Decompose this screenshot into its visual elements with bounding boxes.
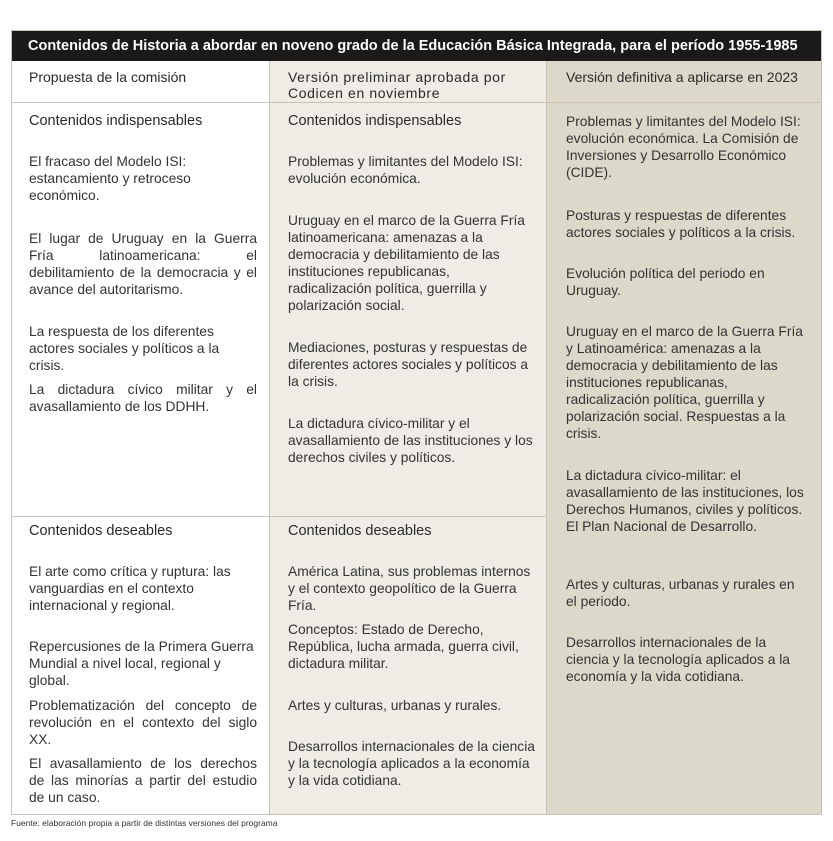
list-item: El arte como crítica y ruptura: las vanguardias en el contexto internacional y regional. [29, 564, 231, 613]
section-title-indispensable: Contenidos indispensables [288, 113, 462, 129]
list-item: Problematización del concepto de revolución en el contexto del siglo XX. [29, 698, 257, 747]
list-item: Artes y culturas, urbanas y rurales en el periodo. [566, 577, 795, 609]
column-header-final: Versión definitiva a aplicarse en 2023 [547, 61, 821, 103]
column-header-preliminary: Versión preliminar aprobada por Codicen en noviembre [270, 61, 546, 103]
section-divider [12, 516, 546, 517]
list-item: Problemas y limitantes del Modelo ISI: evolución económica. [288, 154, 523, 186]
list-item: El fracaso del Modelo ISI: estancamiento y retroceso económico. [29, 154, 191, 203]
section-title-desirable: Contenidos deseables [288, 523, 432, 539]
list-item: Desarrollos internacionales de la ciencia y la tecnología aplicados a la economía y la vida cotidiana. [566, 635, 790, 684]
table-title: Contenidos de Historia a abordar en noveno grado de la Educación Básica Integrada, para el período 1955-1985 [12, 31, 821, 61]
column-final-version [546, 61, 821, 814]
list-item: La respuesta de los diferentes actores sociales y políticos a la crisis. [29, 324, 220, 373]
list-item: Repercusiones de la Primera Guerra Mundial a nivel local, regional y global. [29, 639, 254, 688]
list-item: Posturas y respuestas de diferentes actores sociales y políticos a la crisis. [566, 208, 796, 240]
list-item: Evolución política del periodo en Uruguay. [566, 266, 765, 298]
column-header-commission: Propuesta de la comisión [12, 61, 269, 103]
list-item: Uruguay en el marco de la Guerra Fría y Latinoamérica: amenazas a la democracia y debilitamiento de las instituciones republicanas, radicalización política, guerrilla y polarización social. Respuestas a la crisis. [566, 324, 803, 441]
section-title-indispensable: Contenidos indispensables [29, 113, 203, 129]
list-item: América Latina, sus problemas internos y el contexto geopolítico de la Guerra Fría. [288, 564, 531, 613]
list-item: Artes y culturas, urbanas y rurales. [288, 698, 502, 713]
section-title-desirable: Contenidos deseables [29, 523, 173, 539]
list-item: El avasallamiento de los derechos de las minorías a partir del estudio de un caso. [29, 756, 257, 805]
list-item: Conceptos: Estado de Derecho, República, lucha armada, guerra civil, dictadura militar. [288, 622, 519, 671]
list-item: Desarrollos internacionales de la ciencia y la tecnología aplicados a la economía y la vida cotidiana. [288, 739, 535, 788]
list-item: Problemas y limitantes del Modelo ISI: evolución económica. La Comisión de Inversiones y Desarrollo Económico (CIDE). [566, 114, 801, 180]
list-item: La dictadura cívico militar y el avasallamiento de los DDHH. [29, 382, 257, 414]
list-item: Uruguay en el marco de la Guerra Fría latinoamericana: amenazas a la democracia y debilitamiento de las instituciones republicanas, radicalización política, guerrilla y polarización social. [288, 213, 525, 313]
content-table [11, 30, 822, 815]
column-preliminary-version [269, 61, 546, 814]
source-note: Fuente: elaboración propia a partir de distintas versiones del programa [11, 818, 278, 828]
list-item: La dictadura cívico-militar: el avasallamiento de las instituciones, los Derechos Humanos, civiles y políticos. El Plan Nacional de Desarrollo. [566, 468, 804, 534]
list-item: El lugar de Uruguay en la Guerra Fría latinoamericana: el debilitamiento de la democracia y el avance del autoritarismo. [29, 231, 257, 297]
list-item: La dictadura cívico-militar y el avasallamiento de las instituciones y los derechos civiles y políticos. [288, 416, 533, 465]
column-commission-proposal [12, 61, 269, 814]
list-item: Mediaciones, posturas y respuestas de diferentes actores sociales y políticos a la crisis. [288, 340, 529, 389]
